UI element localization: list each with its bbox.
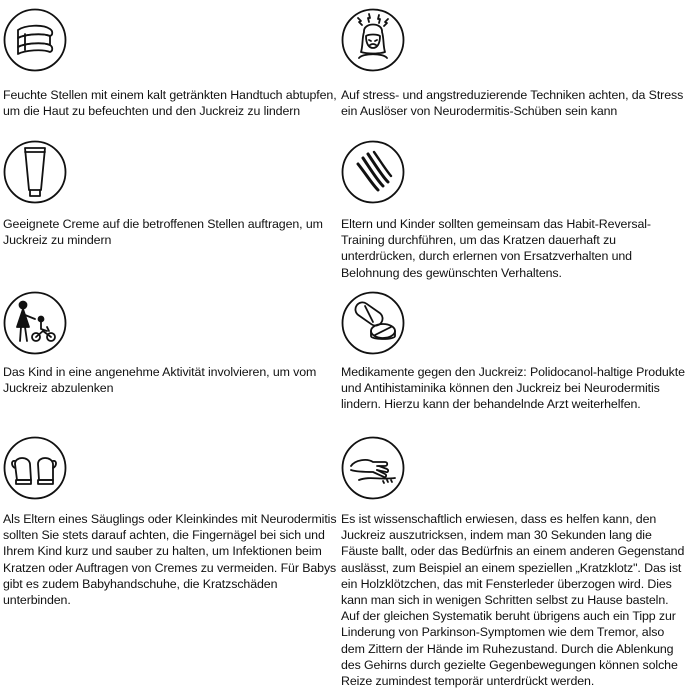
tip-text: Eltern und Kinder sollten gemeinsam das Habit-Reversal-Training durchführen, um das Kratzen dauerhaft zu unterdrücken, durch erlernen von Ersatzverhalten und Belohnung des gewünschten Verhaltens.	[341, 217, 651, 280]
tip-text: Das Kind in eine angenehme Aktivität involvieren, um vom Juckreiz abzulenken	[3, 365, 317, 396]
tip-activity	[3, 291, 338, 396]
tip-medication	[341, 291, 686, 413]
scratch-marks-icon	[341, 140, 405, 204]
tip-towel	[3, 8, 338, 119]
tip-stress	[341, 8, 686, 119]
tip-text: Auf stress- und angstreduzierende Techniken achten, da Stress ein Auslöser von Neurodermitis-Schüben sein kann	[341, 88, 684, 119]
parent-child-bike-icon	[3, 291, 67, 355]
scratching-hand-icon	[341, 436, 405, 500]
baby-mittens-icon	[3, 436, 67, 500]
tip-text: Als Eltern eines Säuglings oder Kleinkindes mit Neurodermitis sollten Sie stets darauf achten, die Fingernägel bei sich und Ihrem Kind kurz und sauber zu halten, um Infektionen beim Kratzen oder Auftragen von Cremes zu vermeiden. Für Babys gibt es zudem Babyhandschuhe, die Kratzschäden unterbinden.	[3, 512, 337, 608]
tip-habit-reversal	[341, 140, 686, 281]
tip-text: Geeignete Creme auf die betroffenen Stellen auftragen, um Juckreiz zu mindern	[3, 217, 323, 248]
tip-fingernails	[3, 436, 338, 608]
folded-towel-icon	[3, 8, 67, 72]
cream-tube-icon	[3, 140, 67, 204]
tip-cream	[3, 140, 338, 248]
tip-text: Medikamente gegen den Juckreiz: Polidocanol-haltige Produkte und Antihistaminika können den Juckreiz bei Neurodermitis lindern. Hierzu kann der behandelnde Arzt weiterhelfen.	[341, 365, 685, 412]
stressed-person-icon	[341, 8, 405, 72]
tip-text: Feuchte Stellen mit einem kalt getränkten Handtuch abtupfen, um die Haut zu befeuchten und den Juckreiz zu lindern	[3, 88, 337, 119]
tip-distraction	[341, 436, 686, 689]
tip-text: Es ist wissenschaftlich erwiesen, dass es helfen kann, den Juckreiz auszutricksen, indem man 30 Sekunden lang die Fäuste ballt, oder das Bedürfnis an einem anderen Gegenstand auslässt, zum Beispiel an einem speziellen „Kratzklotz". Das ist ein Holzklötzchen, das mit Fensterleder überzogen wird. Dies kann man sich in wenigen Schritten selbst zu Hause basteln. Auf der gleichen Systematik beruht übrigens auch ein Tipp zur Linderung von Parkinson-Symptomen wie dem Tremor, also dem Zittern der Hände im Ruhezustand. Durch die Ablenkung des Gehirns durch gezielte Gegenbewegungen können solche Reize zumindest temporär unterdrückt werden.	[341, 512, 685, 689]
pills-icon	[341, 291, 405, 355]
